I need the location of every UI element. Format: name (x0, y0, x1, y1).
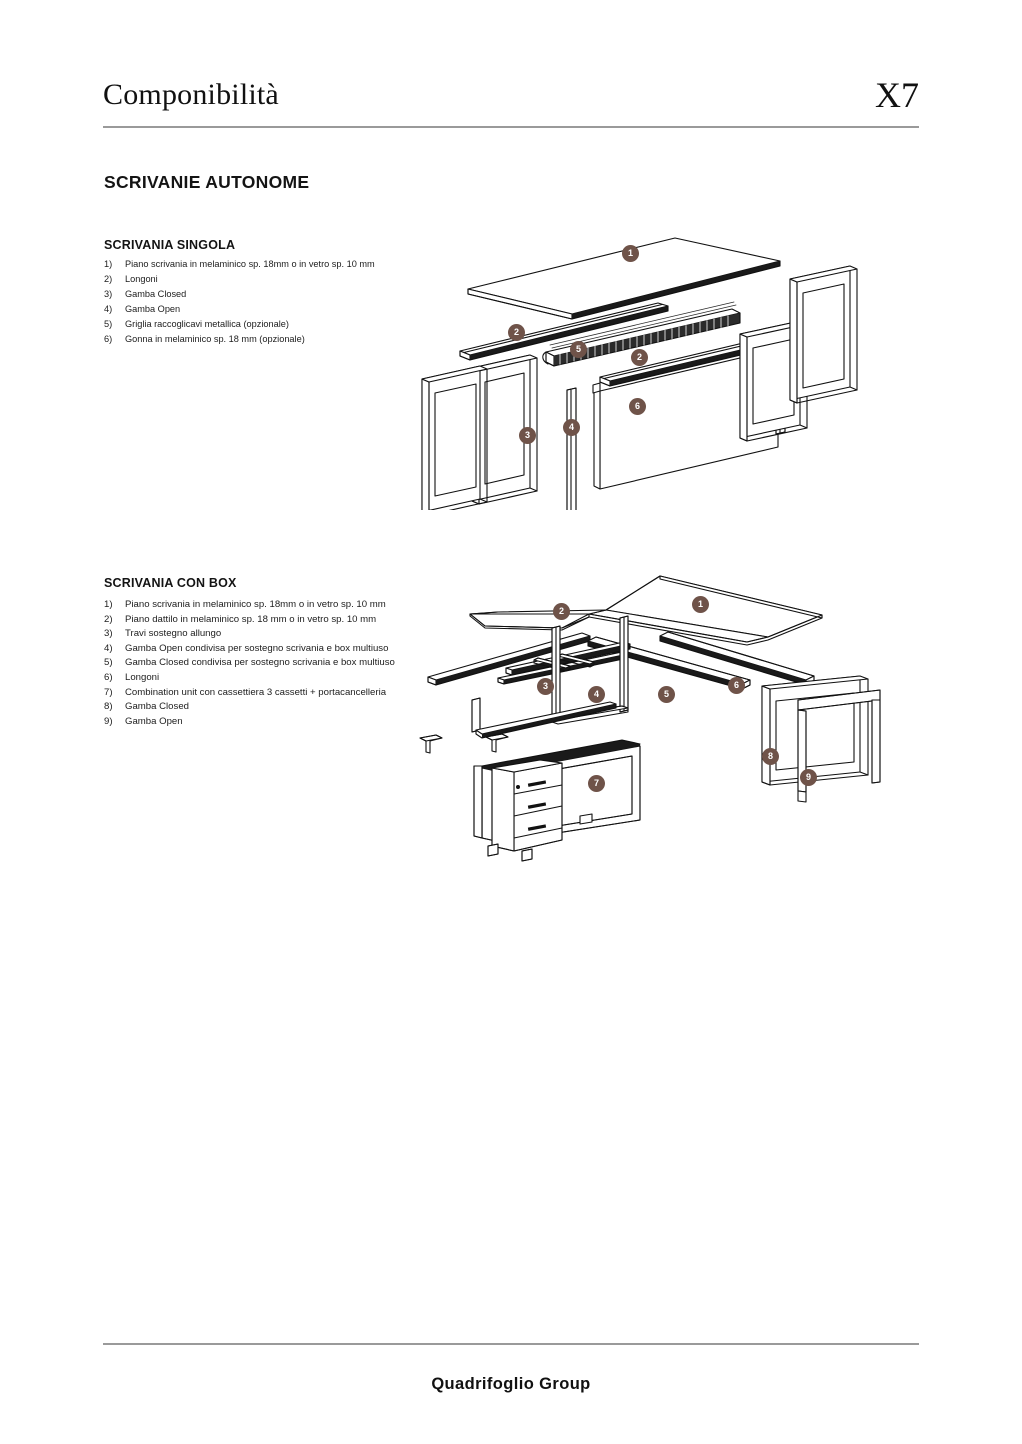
callout-badge: 6 (728, 677, 745, 694)
legend-item (104, 700, 414, 713)
callout-badge: 7 (588, 775, 605, 792)
legend-item-number: 1) (104, 259, 113, 269)
footer-brand: Quadrifoglio Group (431, 1375, 591, 1393)
legend-item (104, 303, 414, 316)
legend-item-label: Longoni (125, 274, 158, 284)
callout-badge: 2 (508, 324, 525, 341)
legend-item-label: Piano scrivania in melaminico sp. 18mm o in vetro sp. 10 mm (125, 259, 375, 269)
legend-item (104, 598, 414, 611)
legend-item-number: 1) (104, 599, 113, 610)
legend-item (104, 318, 414, 331)
callout-badge: 2 (631, 349, 648, 366)
legend-item (104, 273, 414, 286)
leg-open-left (567, 388, 576, 510)
main-heading: SCRIVANIE AUTONOME (104, 172, 310, 192)
legend-item (104, 656, 414, 669)
legend-item-label: Piano dattilo in melaminico sp. 18 mm o in vetro sp. 10 mm (125, 613, 377, 625)
legend-item-number: 5) (104, 319, 113, 329)
exploded-diagram-scrivania-singola (400, 235, 930, 510)
frame-legs (472, 616, 628, 738)
callout-badge: 1 (622, 245, 639, 262)
header-divider (103, 126, 919, 128)
legend-item-label: Gamba Closed condivisa per sostegno scrivania e box multiuso (125, 657, 395, 669)
desk-top-return (470, 610, 606, 630)
legend-item (104, 715, 414, 728)
page-code: X7 (875, 75, 919, 115)
exploded-diagram-scrivania-con-box (410, 570, 925, 875)
callout-badge: 5 (570, 341, 587, 358)
legend-item-label: Combination unit con cassettiera 3 cassetti + portacancelleria (125, 686, 387, 698)
legend-item-label: Travi sostegno allungo (125, 628, 222, 640)
legend-item (104, 288, 414, 301)
legend-item-number: 2) (104, 613, 113, 625)
page-title: Componibilità (103, 78, 279, 111)
section-heading-1: SCRIVANIA SINGOLA (104, 238, 236, 252)
leg-closed-front (422, 366, 487, 510)
legend-item-label: Gamba Open (125, 715, 183, 727)
legend-item-number: 5) (104, 657, 113, 669)
legend-item (104, 671, 414, 684)
legend-item-number: 3) (104, 628, 113, 640)
legend-item (104, 642, 414, 655)
callout-badge: 4 (563, 419, 580, 436)
legend-item-number: 8) (104, 701, 113, 713)
legend-item-number: 4) (104, 642, 113, 654)
combination-unit (474, 740, 640, 861)
legend-item (104, 686, 414, 699)
legend-item-label: Gamba Closed (125, 701, 189, 713)
legend-list-2 (104, 598, 414, 729)
legend-item-label: Gonna in melaminico sp. 18 mm (opzionale) (125, 334, 305, 344)
legend-item-label: Griglia raccoglicavi metallica (opzionale) (125, 319, 289, 329)
callout-badge: 2 (553, 603, 570, 620)
legend-item-label: Gamba Closed (125, 289, 187, 299)
legend-item-number: 9) (104, 715, 113, 727)
leg-closed-right (762, 676, 868, 785)
section-heading-2: SCRIVANIA CON BOX (104, 576, 237, 590)
legend-item-label: Gamba Open condivisa per sostegno scrivania e box multiuso (125, 642, 389, 654)
legend-item-number: 3) (104, 289, 113, 299)
legend-item (104, 333, 414, 346)
page-header (103, 75, 919, 130)
callout-badge: 6 (629, 398, 646, 415)
footer-divider (103, 1343, 919, 1345)
callout-badge: 1 (692, 596, 709, 613)
callout-badge: 5 (658, 686, 675, 703)
legend-item-number: 7) (104, 686, 113, 698)
foot-glides (420, 734, 508, 753)
callout-badge: 8 (762, 748, 779, 765)
legend-item-number: 4) (104, 304, 113, 314)
legend-item (104, 258, 414, 271)
legend-item (104, 627, 414, 640)
callout-badge: 9 (800, 769, 817, 786)
leg-closed-right-back (790, 266, 857, 403)
legend-item (104, 613, 414, 626)
legend-item-label: Longoni (125, 671, 160, 683)
legend-item-number: 6) (104, 334, 113, 344)
legend-item-label: Gamba Open (125, 304, 181, 314)
callout-badge: 3 (537, 678, 554, 695)
legend-item-label: Piano scrivania in melaminico sp. 18mm o in vetro sp. 10 mm (125, 599, 386, 610)
legend-item-number: 6) (104, 671, 113, 683)
callout-badge: 3 (519, 427, 536, 444)
legend-list-1 (104, 258, 414, 348)
callout-badge: 4 (588, 686, 605, 703)
legend-item-number: 2) (104, 274, 113, 284)
